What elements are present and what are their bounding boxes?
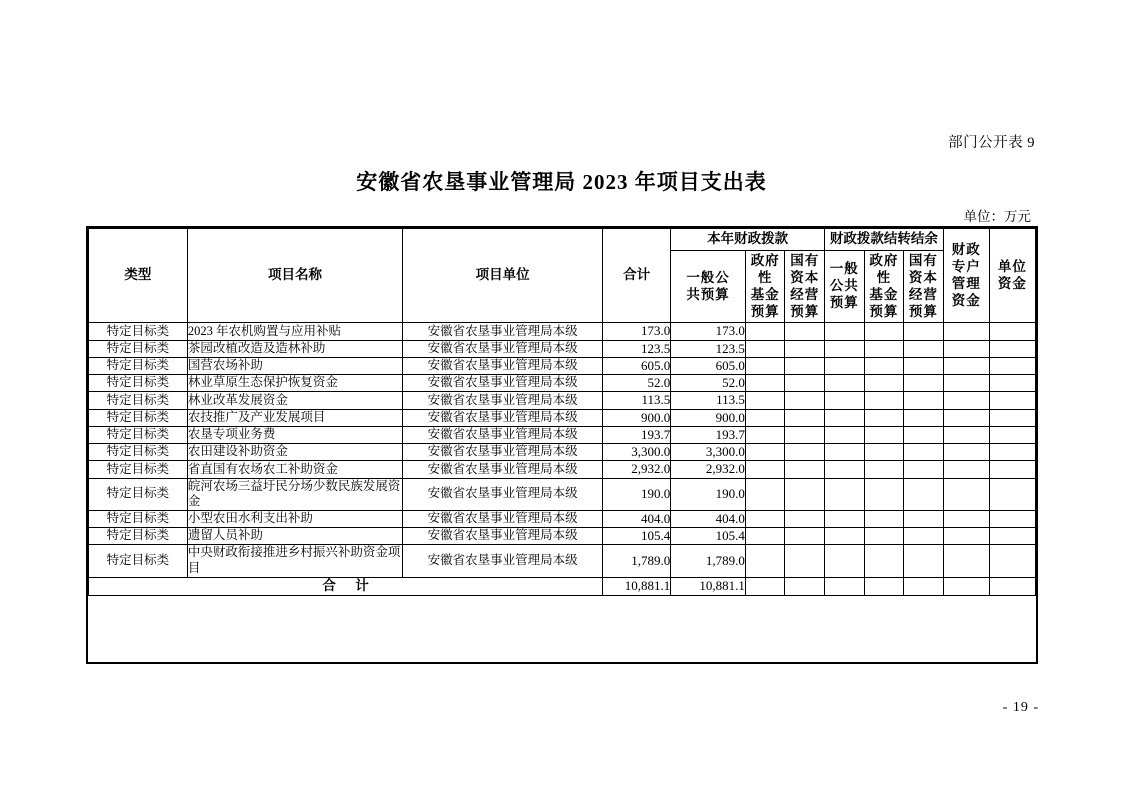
cell-total: 52.0 xyxy=(603,375,671,392)
cell-carry-general-public-budget xyxy=(825,545,865,577)
cell-unit-funds xyxy=(989,444,1035,461)
cell-carry-general-public-budget xyxy=(825,510,865,527)
cell-carry-state-capital-budget xyxy=(904,545,944,577)
cell-fiscal-special-account xyxy=(943,545,989,577)
cell-project-unit: 安徽省农垦事业管理局本级 xyxy=(403,510,603,527)
page-title: 安徽省农垦事业管理局 2023 年项目支出表 xyxy=(356,170,767,194)
cell-unit-funds xyxy=(989,323,1035,340)
cell-carry-gov-fund-budget xyxy=(864,409,904,426)
cell-carry-state-capital-budget xyxy=(904,444,944,461)
cell-state-capital-budget xyxy=(785,340,825,357)
cell-state-capital-budget xyxy=(785,426,825,443)
cell-project-name: 农田建设补助资金 xyxy=(187,444,402,461)
cell-fiscal-special-account xyxy=(943,528,989,545)
table-total-row xyxy=(89,577,1036,595)
cell-state-capital-budget xyxy=(785,510,825,527)
table-row xyxy=(89,323,1036,340)
table-row xyxy=(89,392,1036,409)
cell-gov-fund-budget xyxy=(745,577,785,595)
cell-carry-general-public-budget xyxy=(825,409,865,426)
cell-state-capital-budget xyxy=(785,528,825,545)
page-number: - 19 - xyxy=(1002,700,1039,715)
cell-unit-funds xyxy=(989,545,1035,577)
cell-gov-fund-budget xyxy=(745,375,785,392)
cell-project-name: 省直国有农场农工补助资金 xyxy=(187,461,402,478)
cell-project-name: 2023 年农机购置与应用补贴 xyxy=(187,323,402,340)
cell-unit-funds xyxy=(989,392,1035,409)
cell-carry-general-public-budget xyxy=(825,528,865,545)
header-project-name: 项目名称 xyxy=(187,229,402,323)
cell-carry-state-capital-budget xyxy=(904,340,944,357)
cell-fiscal-special-account xyxy=(943,409,989,426)
cell-carry-general-public-budget xyxy=(825,577,865,595)
cell-carry-gov-fund-budget xyxy=(864,375,904,392)
cell-fiscal-special-account xyxy=(943,478,989,510)
cell-state-capital-budget xyxy=(785,357,825,374)
cell-project-name: 林业草原生态保护恢复资金 xyxy=(187,375,402,392)
cell-unit-funds xyxy=(989,478,1035,510)
cell-carry-state-capital-budget xyxy=(904,323,944,340)
cell-state-capital-budget xyxy=(785,323,825,340)
header-group-fiscal-appropriation: 本年财政拨款 xyxy=(671,229,825,251)
cell-general-public-budget: 3,300.0 xyxy=(671,444,746,461)
table-row xyxy=(89,375,1036,392)
cell-general-public-budget: 190.0 xyxy=(671,478,746,510)
cell-total-label: 合 计 xyxy=(89,577,603,595)
cell-project-unit: 安徽省农垦事业管理局本级 xyxy=(403,409,603,426)
cell-fiscal-special-account xyxy=(943,444,989,461)
table-row xyxy=(89,478,1036,510)
cell-gov-fund-budget xyxy=(745,461,785,478)
cell-general-public-budget: 10,881.1 xyxy=(671,577,746,595)
cell-unit-funds xyxy=(989,409,1035,426)
cell-carry-gov-fund-budget xyxy=(864,478,904,510)
cell-general-public-budget: 193.7 xyxy=(671,426,746,443)
cell-carry-general-public-budget xyxy=(825,426,865,443)
cell-gov-fund-budget xyxy=(745,409,785,426)
cell-gov-fund-budget xyxy=(745,545,785,577)
cell-fiscal-special-account xyxy=(943,461,989,478)
cell-fiscal-special-account xyxy=(943,375,989,392)
cell-carry-gov-fund-budget xyxy=(864,461,904,478)
table-row xyxy=(89,357,1036,374)
cell-type: 特定目标类 xyxy=(89,444,188,461)
table-row xyxy=(89,545,1036,577)
cell-gov-fund-budget xyxy=(745,426,785,443)
cell-gov-fund-budget xyxy=(745,528,785,545)
cell-fiscal-special-account xyxy=(943,357,989,374)
cell-general-public-budget: 900.0 xyxy=(671,409,746,426)
cell-carry-state-capital-budget xyxy=(904,357,944,374)
cell-general-public-budget: 1,789.0 xyxy=(671,545,746,577)
cell-total: 113.5 xyxy=(603,392,671,409)
header-general-public-budget: 一般公 共预算 xyxy=(671,250,746,323)
cell-fiscal-special-account xyxy=(943,323,989,340)
cell-general-public-budget: 113.5 xyxy=(671,392,746,409)
cell-gov-fund-budget xyxy=(745,444,785,461)
cell-total: 123.5 xyxy=(603,340,671,357)
cell-carry-state-capital-budget xyxy=(904,528,944,545)
cell-general-public-budget: 123.5 xyxy=(671,340,746,357)
cell-gov-fund-budget xyxy=(745,323,785,340)
cell-general-public-budget: 52.0 xyxy=(671,375,746,392)
cell-state-capital-budget xyxy=(785,444,825,461)
cell-type: 特定目标类 xyxy=(89,461,188,478)
cell-carry-state-capital-budget xyxy=(904,510,944,527)
cell-project-unit: 安徽省农垦事业管理局本级 xyxy=(403,545,603,577)
cell-project-name: 皖河农场三益圩民分场少数民族发展资金 xyxy=(187,478,402,510)
cell-state-capital-budget xyxy=(785,478,825,510)
cell-carry-general-public-budget xyxy=(825,461,865,478)
cell-unit-funds xyxy=(989,510,1035,527)
cell-project-name: 农垦专项业务费 xyxy=(187,426,402,443)
cell-unit-funds xyxy=(989,577,1035,595)
cell-gov-fund-budget xyxy=(745,392,785,409)
cell-type: 特定目标类 xyxy=(89,323,188,340)
cell-carry-general-public-budget xyxy=(825,340,865,357)
cell-state-capital-budget xyxy=(785,545,825,577)
cell-project-unit: 安徽省农垦事业管理局本级 xyxy=(403,478,603,510)
cell-project-unit: 安徽省农垦事业管理局本级 xyxy=(403,375,603,392)
cell-project-name: 小型农田水利支出补助 xyxy=(187,510,402,527)
cell-carry-general-public-budget xyxy=(825,357,865,374)
cell-fiscal-special-account xyxy=(943,510,989,527)
cell-state-capital-budget xyxy=(785,461,825,478)
header-carry-gov-fund-budget: 政府 性 基金 预算 xyxy=(864,250,904,323)
cell-total: 605.0 xyxy=(603,357,671,374)
header-type: 类型 xyxy=(89,229,188,323)
cell-carry-general-public-budget xyxy=(825,392,865,409)
cell-carry-gov-fund-budget xyxy=(864,392,904,409)
cell-carry-state-capital-budget xyxy=(904,577,944,595)
cell-total: 173.0 xyxy=(603,323,671,340)
cell-total: 190.0 xyxy=(603,478,671,510)
cell-general-public-budget: 2,932.0 xyxy=(671,461,746,478)
project-expenditure-table xyxy=(88,228,1036,596)
cell-carry-gov-fund-budget xyxy=(864,340,904,357)
cell-project-name: 农技推广及产业发展项目 xyxy=(187,409,402,426)
cell-project-name: 遗留人员补助 xyxy=(187,528,402,545)
cell-type: 特定目标类 xyxy=(89,409,188,426)
cell-type: 特定目标类 xyxy=(89,392,188,409)
cell-project-unit: 安徽省农垦事业管理局本级 xyxy=(403,444,603,461)
cell-carry-gov-fund-budget xyxy=(864,510,904,527)
table-row xyxy=(89,444,1036,461)
cell-gov-fund-budget xyxy=(745,340,785,357)
cell-carry-state-capital-budget xyxy=(904,392,944,409)
header-gov-fund-budget: 政府 性 基金 预算 xyxy=(745,250,785,323)
cell-total: 3,300.0 xyxy=(603,444,671,461)
cell-project-unit: 安徽省农垦事业管理局本级 xyxy=(403,461,603,478)
cell-fiscal-special-account xyxy=(943,577,989,595)
cell-total: 404.0 xyxy=(603,510,671,527)
cell-total: 193.7 xyxy=(603,426,671,443)
cell-unit-funds xyxy=(989,357,1035,374)
cell-carry-general-public-budget xyxy=(825,323,865,340)
cell-gov-fund-budget xyxy=(745,478,785,510)
cell-fiscal-special-account xyxy=(943,392,989,409)
cell-carry-general-public-budget xyxy=(825,375,865,392)
cell-project-unit: 安徽省农垦事业管理局本级 xyxy=(403,426,603,443)
cell-carry-gov-fund-budget xyxy=(864,577,904,595)
cell-general-public-budget: 605.0 xyxy=(671,357,746,374)
cell-unit-funds xyxy=(989,461,1035,478)
cell-total: 2,932.0 xyxy=(603,461,671,478)
cell-carry-gov-fund-budget xyxy=(864,357,904,374)
table-row xyxy=(89,528,1036,545)
cell-state-capital-budget xyxy=(785,409,825,426)
cell-project-unit: 安徽省农垦事业管理局本级 xyxy=(403,392,603,409)
cell-state-capital-budget xyxy=(785,392,825,409)
cell-project-unit: 安徽省农垦事业管理局本级 xyxy=(403,357,603,374)
cell-gov-fund-budget xyxy=(745,510,785,527)
cell-unit-funds xyxy=(989,340,1035,357)
table-row xyxy=(89,461,1036,478)
cell-fiscal-special-account xyxy=(943,426,989,443)
cell-carry-state-capital-budget xyxy=(904,426,944,443)
header-carry-state-capital-budget: 国有 资本 经营 预算 xyxy=(904,250,944,323)
header-total: 合计 xyxy=(603,229,671,323)
cell-project-unit: 安徽省农垦事业管理局本级 xyxy=(403,340,603,357)
cell-type: 特定目标类 xyxy=(89,510,188,527)
cell-total: 900.0 xyxy=(603,409,671,426)
table-row xyxy=(89,426,1036,443)
cell-carry-general-public-budget xyxy=(825,478,865,510)
public-table-tag: 部门公开表 9 xyxy=(948,135,1035,151)
cell-type: 特定目标类 xyxy=(89,528,188,545)
table-row xyxy=(89,510,1036,527)
cell-type: 特定目标类 xyxy=(89,340,188,357)
cell-unit-funds xyxy=(989,426,1035,443)
header-state-capital-budget: 国有 资本 经营 预算 xyxy=(785,250,825,323)
table-row xyxy=(89,409,1036,426)
cell-project-name: 国营农场补助 xyxy=(187,357,402,374)
table-row xyxy=(89,340,1036,357)
cell-carry-state-capital-budget xyxy=(904,409,944,426)
header-fiscal-special-account: 财政 专户 管理 资金 xyxy=(943,229,989,323)
cell-total: 105.4 xyxy=(603,528,671,545)
cell-type: 特定目标类 xyxy=(89,478,188,510)
cell-unit-funds xyxy=(989,375,1035,392)
cell-type: 特定目标类 xyxy=(89,357,188,374)
cell-carry-gov-fund-budget xyxy=(864,528,904,545)
cell-fiscal-special-account xyxy=(943,340,989,357)
cell-carry-state-capital-budget xyxy=(904,478,944,510)
cell-project-name: 林业改革发展资金 xyxy=(187,392,402,409)
cell-general-public-budget: 173.0 xyxy=(671,323,746,340)
cell-carry-state-capital-budget xyxy=(904,375,944,392)
table-header-row-1 xyxy=(89,229,1036,251)
header-group-carryover: 财政拨款结转结余 xyxy=(825,229,944,251)
cell-carry-gov-fund-budget xyxy=(864,545,904,577)
cell-carry-state-capital-budget xyxy=(904,461,944,478)
header-unit-funds: 单位 资金 xyxy=(989,229,1035,323)
cell-project-name: 茶园改植改造及造林补助 xyxy=(187,340,402,357)
cell-total: 10,881.1 xyxy=(603,577,671,595)
cell-type: 特定目标类 xyxy=(89,426,188,443)
unit-note: 单位：万元 xyxy=(963,209,1031,224)
cell-state-capital-budget xyxy=(785,577,825,595)
cell-total: 1,789.0 xyxy=(603,545,671,577)
cell-state-capital-budget xyxy=(785,375,825,392)
cell-carry-gov-fund-budget xyxy=(864,444,904,461)
cell-carry-general-public-budget xyxy=(825,444,865,461)
cell-type: 特定目标类 xyxy=(89,545,188,577)
cell-unit-funds xyxy=(989,528,1035,545)
cell-type: 特定目标类 xyxy=(89,375,188,392)
cell-project-unit: 安徽省农垦事业管理局本级 xyxy=(403,528,603,545)
cell-general-public-budget: 404.0 xyxy=(671,510,746,527)
cell-carry-gov-fund-budget xyxy=(864,323,904,340)
cell-project-name: 中央财政衔接推进乡村振兴补助资金项目 xyxy=(187,545,402,577)
header-carry-general-public-budget: 一般 公共 预算 xyxy=(825,250,865,323)
cell-project-unit: 安徽省农垦事业管理局本级 xyxy=(403,323,603,340)
header-project-unit: 项目单位 xyxy=(403,229,603,323)
table-body xyxy=(89,323,1036,595)
cell-general-public-budget: 105.4 xyxy=(671,528,746,545)
cell-gov-fund-budget xyxy=(745,357,785,374)
cell-carry-gov-fund-budget xyxy=(864,426,904,443)
